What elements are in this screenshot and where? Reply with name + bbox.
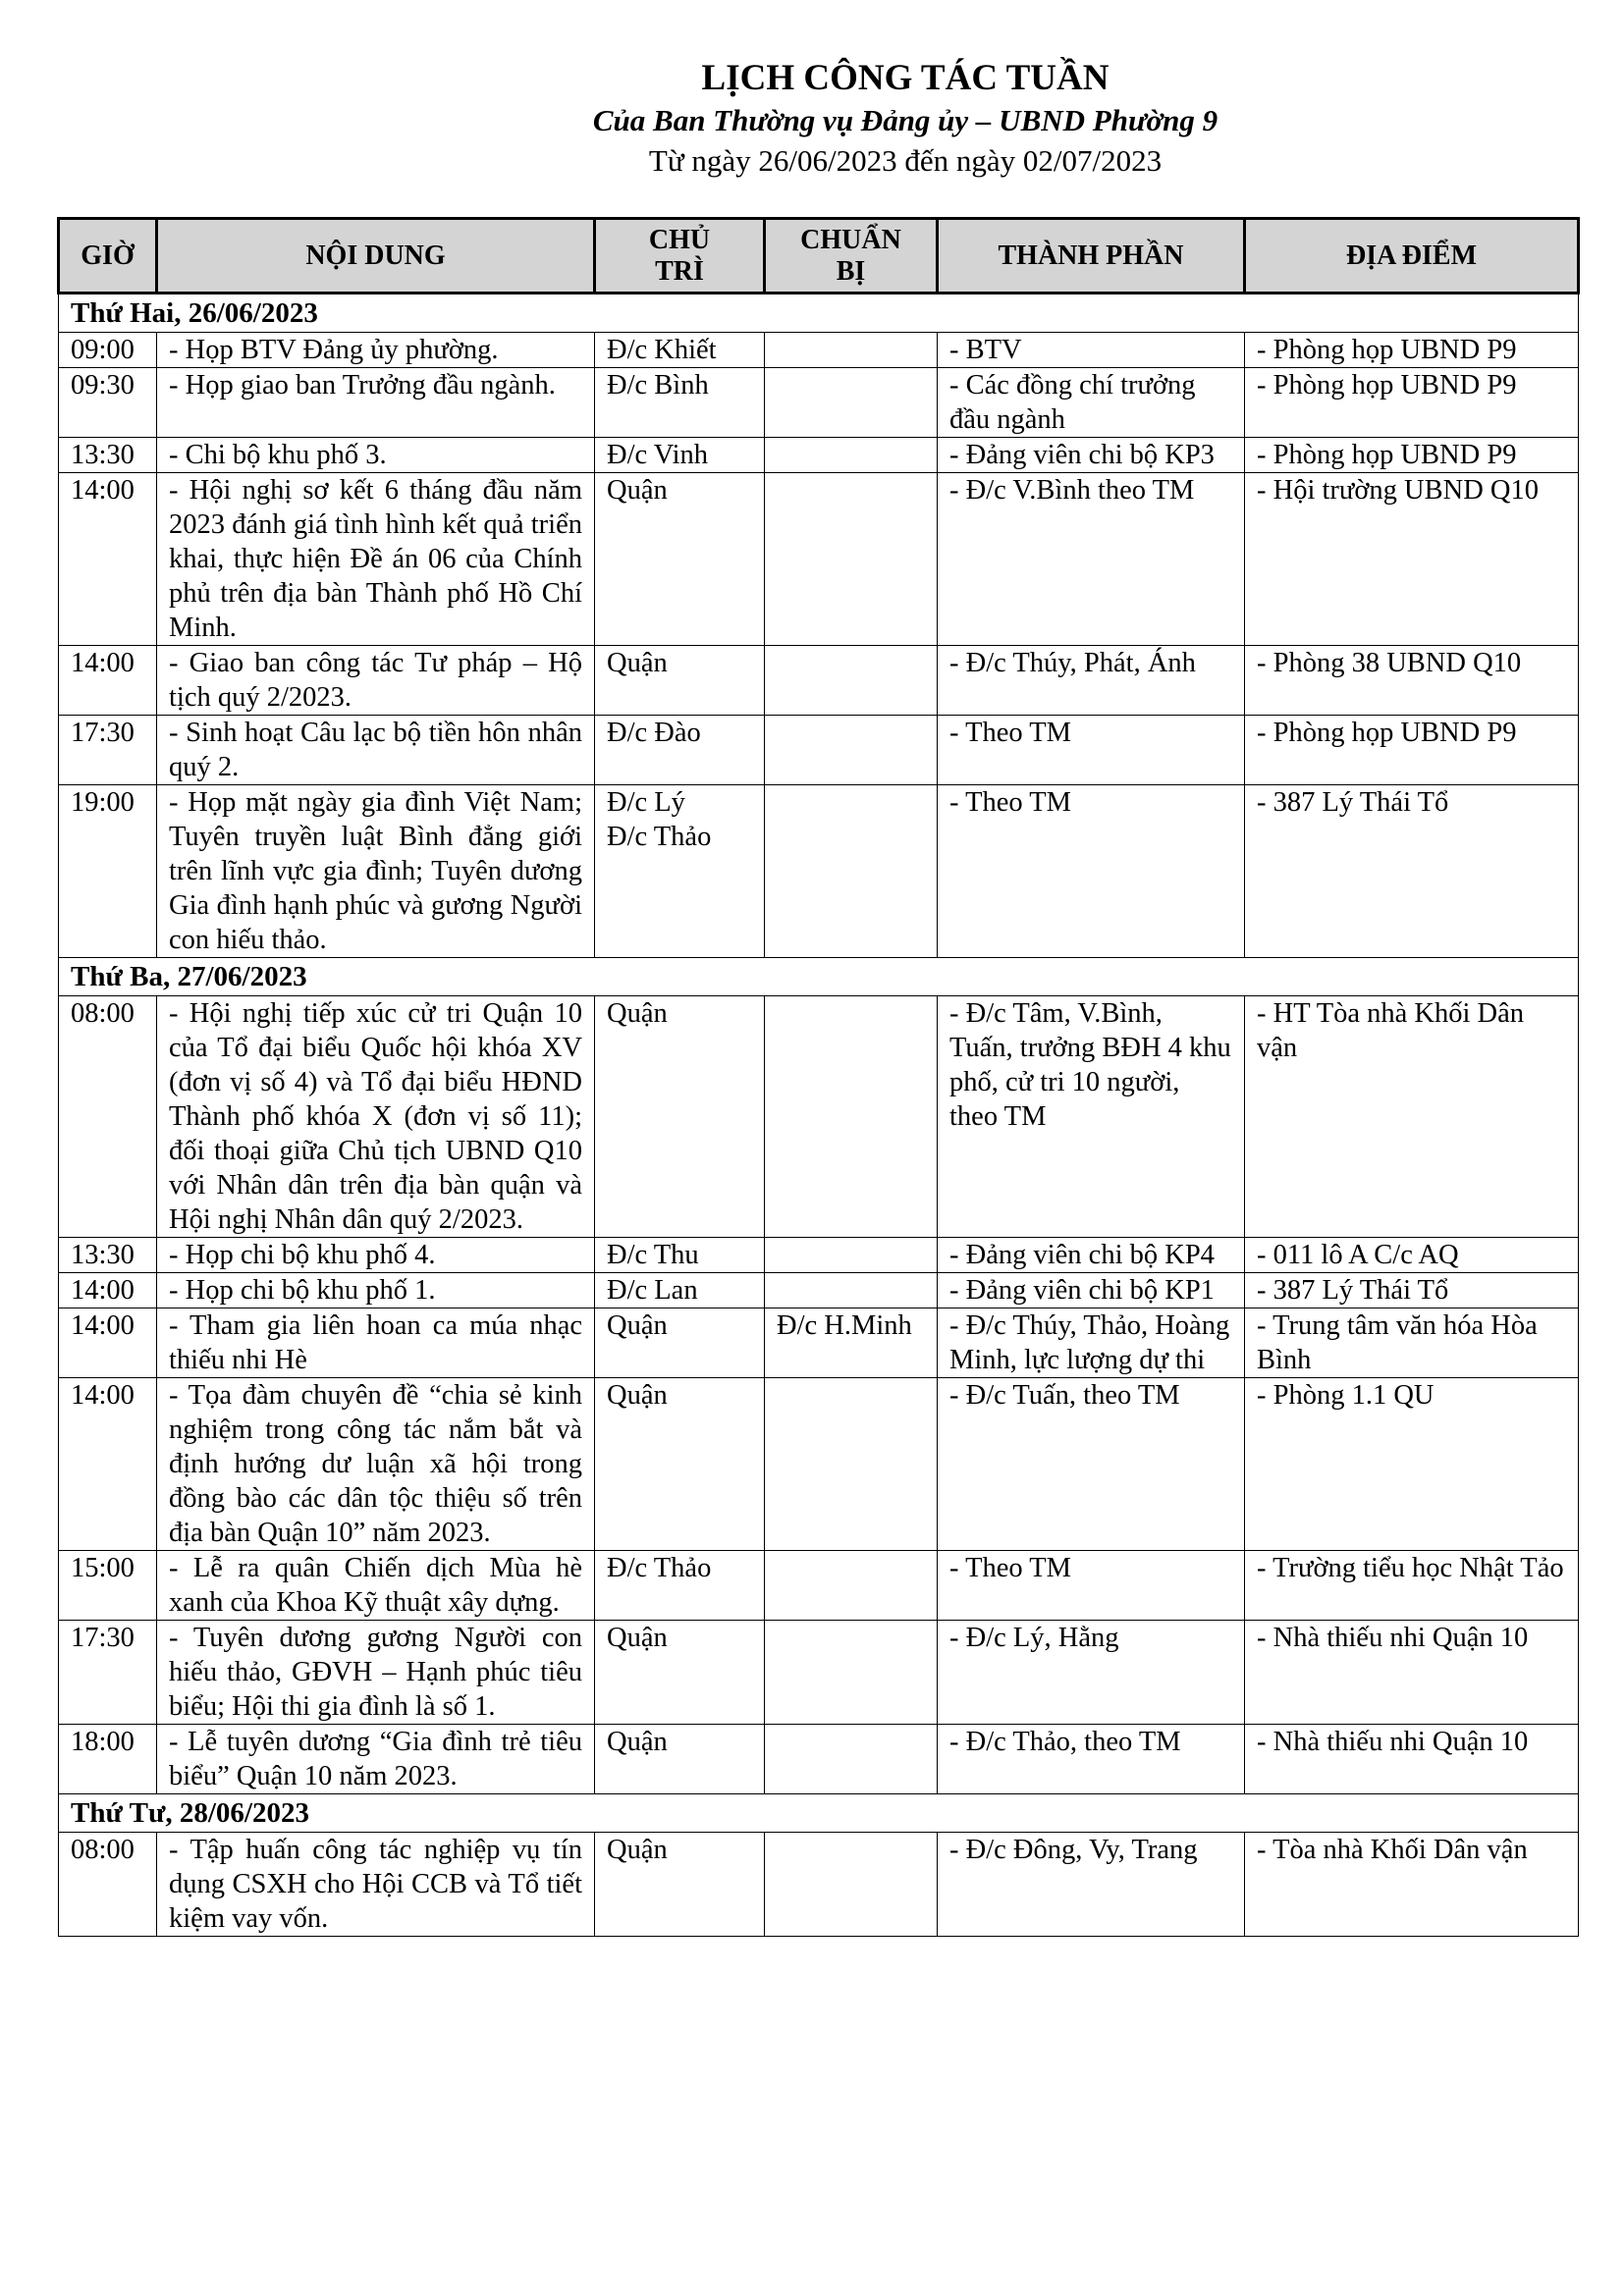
participants-cell: - Đảng viên chi bộ KP1 [938,1273,1245,1308]
content-cell: - Tọa đàm chuyên đề “chia sẻ kinh nghiệm trong công tác nắm bắt và định hướng dư luận xã hội trong đồng bào các dân tộc thiệu số trên địa bàn Quận 10” năm 2023. [157,1378,595,1551]
time-cell: 15:00 [59,1551,157,1621]
content-cell: - Họp mặt ngày gia đình Việt Nam; Tuyên truyền luật Bình đẳng giới trên lĩnh vực gia đình; Tuyên dương Gia đình hạnh phúc và gương Người con hiếu thảo. [157,785,595,958]
chair-cell: Đ/c Bình [595,368,765,438]
col-header-location: ĐỊA ĐIỂM [1245,219,1579,294]
prep-cell [765,1378,938,1551]
location-cell: - Phòng họp UBND P9 [1245,438,1579,473]
day-label: Thứ Hai, 26/06/2023 [59,294,1579,333]
chair-cell: Đ/c Vinh [595,438,765,473]
content-cell: - Họp giao ban Trưởng đầu ngành. [157,368,595,438]
participants-cell: - Đ/c Lý, Hằng [938,1621,1245,1725]
table-row [59,646,1579,716]
table-row [59,785,1579,958]
col-header-participants: THÀNH PHẦN [938,219,1245,294]
day-header-row [59,958,1579,996]
chair-cell: Quận [595,1833,765,1937]
content-cell: - Hội nghị tiếp xúc cử tri Quận 10 của Tổ đại biểu Quốc hội khóa XV (đơn vị số 4) và Tổ đại biểu HĐND Thành phố khóa X (đơn vị số 11); đối thoại giữa Chủ tịch UBND Q10 với Nhân dân trên địa bàn quận và Hội nghị Nhân dân quý 2/2023. [157,996,595,1238]
chair-cell: Quận [595,996,765,1238]
document-header [0,57,1624,181]
time-cell: 17:30 [59,716,157,785]
table-row [59,716,1579,785]
date-range: Từ ngày 26/06/2023 đến ngày 02/07/2023 [648,143,1163,178]
participants-cell: - Đảng viên chi bộ KP3 [938,438,1245,473]
time-cell: 08:00 [59,1833,157,1937]
prep-cell [765,1273,938,1308]
table-row [59,473,1579,646]
time-cell: 14:00 [59,473,157,646]
time-cell: 18:00 [59,1725,157,1794]
location-cell: - HT Tòa nhà Khối Dân vận [1245,996,1579,1238]
content-cell: - Họp BTV Đảng ủy phường. [157,333,595,368]
location-cell: - Trung tâm văn hóa Hòa Bình [1245,1308,1579,1378]
table-row [59,1308,1579,1378]
prep-cell [765,473,938,646]
location-cell: - Tòa nhà Khối Dân vận [1245,1833,1579,1937]
location-cell: - 011 lô A C/c AQ [1245,1238,1579,1273]
prep-cell [765,438,938,473]
table-row [59,996,1579,1238]
content-cell: - Chi bộ khu phố 3. [157,438,595,473]
table-row [59,1621,1579,1725]
participants-cell: - Theo TM [938,1551,1245,1621]
chair-cell: Quận [595,1308,765,1378]
location-cell: - Hội trường UBND Q10 [1245,473,1579,646]
time-cell: 17:30 [59,1621,157,1725]
table-row [59,1551,1579,1621]
content-cell: - Lễ tuyên dương “Gia đình trẻ tiêu biểu” Quận 10 năm 2023. [157,1725,595,1794]
time-cell: 14:00 [59,1308,157,1378]
chair-cell: Đ/c Thu [595,1238,765,1273]
table-row [59,1273,1579,1308]
day-label: Thứ Tư, 28/06/2023 [59,1794,1579,1833]
col-header-chair: CHỦ TRÌ [595,219,765,294]
chair-cell: Quận [595,1725,765,1794]
table-row [59,1725,1579,1794]
page-subtitle: Của Ban Thường vụ Đảng ủy – UBND Phường 9 [592,103,1218,137]
participants-cell: - Các đồng chí trưởng đầu ngành [938,368,1245,438]
location-cell: - Trường tiểu học Nhật Tảo [1245,1551,1579,1621]
participants-cell: - Đảng viên chi bộ KP4 [938,1238,1245,1273]
chair-cell: Quận [595,1378,765,1551]
participants-cell: - Đ/c Đông, Vy, Trang [938,1833,1245,1937]
participants-cell: - Đ/c V.Bình theo TM [938,473,1245,646]
content-cell: - Hội nghị sơ kết 6 tháng đầu năm 2023 đánh giá tình hình kết quả triển khai, thực hiện Đề án 06 của Chính phủ trên địa bàn Thành phố Hồ Chí Minh. [157,473,595,646]
location-cell: - Phòng 1.1 QU [1245,1378,1579,1551]
prep-cell [765,1238,938,1273]
col-header-content: NỘI DUNG [157,219,595,294]
table-row [59,438,1579,473]
content-cell: - Lễ ra quân Chiến dịch Mùa hè xanh của Khoa Kỹ thuật xây dựng. [157,1551,595,1621]
prep-cell [765,716,938,785]
content-cell: - Họp chi bộ khu phố 4. [157,1238,595,1273]
table-row [59,333,1579,368]
prep-cell [765,1551,938,1621]
content-cell: - Tuyên dương gương Người con hiếu thảo, GĐVH – Hạnh phúc tiêu biểu; Hội thi gia đình là số 1. [157,1621,595,1725]
time-cell: 14:00 [59,646,157,716]
day-label: Thứ Ba, 27/06/2023 [59,958,1579,996]
location-cell: - Phòng họp UBND P9 [1245,716,1579,785]
participants-cell: - Đ/c Thảo, theo TM [938,1725,1245,1794]
chair-cell: Quận [595,1621,765,1725]
col-header-prep: CHUẨN BỊ [765,219,938,294]
participants-cell: - Đ/c Thúy, Phát, Ánh [938,646,1245,716]
chair-cell: Đ/c Đào [595,716,765,785]
prep-cell [765,646,938,716]
time-cell: 13:30 [59,1238,157,1273]
table-row [59,1238,1579,1273]
page-title: LỊCH CÔNG TÁC TUẦN [701,58,1110,98]
content-cell: - Tham gia liên hoan ca múa nhạc thiếu nhi Hè [157,1308,595,1378]
location-cell: - Nhà thiếu nhi Quận 10 [1245,1725,1579,1794]
location-cell: - 387 Lý Thái Tổ [1245,1273,1579,1308]
prep-cell [765,785,938,958]
table-row [59,1378,1579,1551]
col-header-time: GIỜ [59,219,157,294]
participants-cell: - Đ/c Thúy, Thảo, Hoàng Minh, lực lượng dự thi [938,1308,1245,1378]
prep-cell: Đ/c H.Minh [765,1308,938,1378]
table-row [59,1833,1579,1937]
location-cell: - Phòng họp UBND P9 [1245,368,1579,438]
time-cell: 14:00 [59,1273,157,1308]
content-cell: - Giao ban công tác Tư pháp – Hộ tịch quý 2/2023. [157,646,595,716]
content-cell: - Họp chi bộ khu phố 1. [157,1273,595,1308]
schedule-table [57,217,1580,1937]
chair-cell: Đ/c Khiết [595,333,765,368]
participants-cell: - Theo TM [938,785,1245,958]
table-header-row [59,219,1579,294]
time-cell: 13:30 [59,438,157,473]
time-cell: 19:00 [59,785,157,958]
prep-cell [765,333,938,368]
prep-cell [765,1725,938,1794]
time-cell: 09:30 [59,368,157,438]
schedule-body [59,294,1579,1937]
chair-cell: Đ/c Thảo [595,1551,765,1621]
prep-cell [765,368,938,438]
chair-cell: Quận [595,646,765,716]
time-cell: 09:00 [59,333,157,368]
prep-cell [765,1621,938,1725]
prep-cell [765,1833,938,1937]
content-cell: - Tập huấn công tác nghiệp vụ tín dụng CSXH cho Hội CCB và Tổ tiết kiệm vay vốn. [157,1833,595,1937]
location-cell: - Nhà thiếu nhi Quận 10 [1245,1621,1579,1725]
table-row [59,368,1579,438]
location-cell: - Phòng họp UBND P9 [1245,333,1579,368]
location-cell: - Phòng 38 UBND Q10 [1245,646,1579,716]
day-header-row [59,294,1579,333]
prep-cell [765,996,938,1238]
participants-cell: - Đ/c Tuấn, theo TM [938,1378,1245,1551]
chair-cell: Đ/c Lý Đ/c Thảo [595,785,765,958]
time-cell: 14:00 [59,1378,157,1551]
chair-cell: Quận [595,473,765,646]
time-cell: 08:00 [59,996,157,1238]
content-cell: - Sinh hoạt Câu lạc bộ tiền hôn nhân quý 2. [157,716,595,785]
participants-cell: - Theo TM [938,716,1245,785]
participants-cell: - Đ/c Tâm, V.Bình, Tuấn, trưởng BĐH 4 khu phố, cử tri 10 người, theo TM [938,996,1245,1238]
chair-cell: Đ/c Lan [595,1273,765,1308]
day-header-row [59,1794,1579,1833]
location-cell: - 387 Lý Thái Tổ [1245,785,1579,958]
participants-cell: - BTV [938,333,1245,368]
